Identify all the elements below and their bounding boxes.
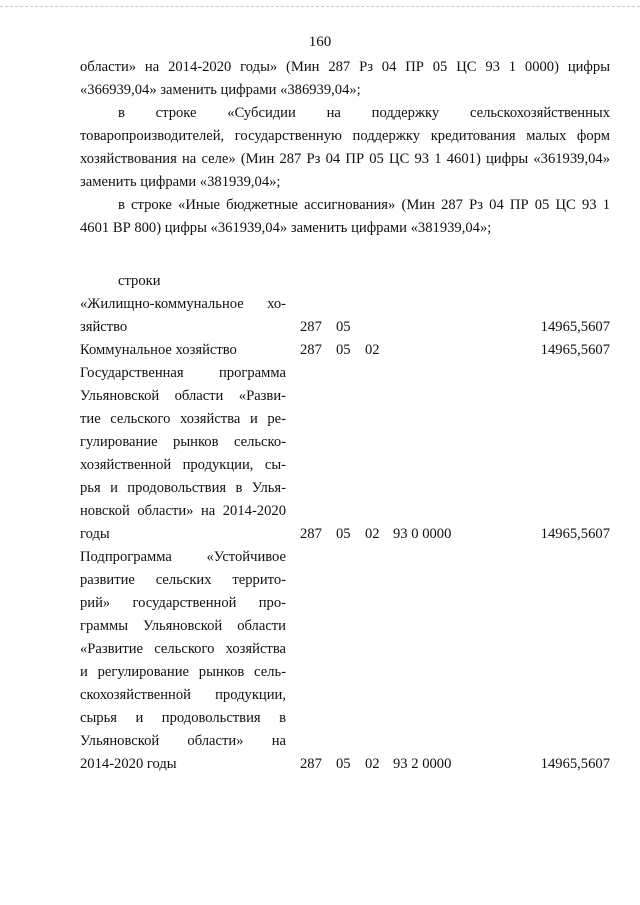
row-name-line: «Развитие сельского хозяйства: [80, 641, 286, 657]
row-name-line: сырья и продовольствия в: [80, 710, 286, 726]
code-section: 05: [336, 319, 351, 335]
row-codes: [300, 316, 473, 339]
paragraph-1: области» на 2014-2020 годы» (Мин 287 Рз 04 ПР 05 ЦС 93 1 0000) цифры «366939,04» заменить цифрами «386939,04»;: [80, 59, 610, 98]
row-name-line: скохозяйственной продукции,: [80, 687, 286, 703]
table-row: [80, 339, 610, 362]
budget-table: [80, 293, 610, 776]
table-row: [80, 362, 610, 546]
code-ministry: 287: [300, 342, 322, 358]
row-name-line: гулирование рынков сельско-: [80, 434, 286, 450]
row-name-line: Ульяновской области» на: [80, 733, 286, 749]
row-codes: [300, 753, 473, 776]
code-ministry: 287: [300, 319, 322, 335]
row-codes: [300, 339, 473, 362]
row-codes: [300, 523, 473, 546]
row-name-line: зяйство: [80, 319, 128, 335]
paragraph-3: в строке «Иные бюджетные ассигнования» (Мин 287 Рз 04 ПР 05 ЦС 93 1 4601 ВР 800) цифры «361939,04» заменить цифрами «381939,04»;: [80, 197, 610, 236]
scan-edge-artifact: [0, 6, 640, 8]
row-name-line: рий» государственной про-: [80, 595, 286, 611]
row-name-line: тие сельского хозяйства и ре-: [80, 411, 286, 427]
row-name-line: годы: [80, 526, 110, 542]
amendment-text: [80, 56, 610, 240]
row-name-line: развитие сельских террито-: [80, 572, 286, 588]
row-name-line: и регулирование рынков сель-: [80, 664, 286, 680]
table-row: [80, 293, 610, 339]
row-amount: 14965,5607: [540, 526, 610, 542]
code-section: 05: [336, 342, 351, 358]
row-name-line: хозяйственной продукции, сы-: [80, 457, 286, 473]
code-target-article: 93 0 0000: [393, 526, 452, 542]
row-amount: 14965,5607: [540, 342, 610, 358]
code-ministry: 287: [300, 756, 322, 772]
row-name-line: Коммунальное хозяйство: [80, 342, 237, 358]
row-name: [80, 546, 286, 776]
paragraph-2: в строке «Субсидии на поддержку сельскохозяйственных товаропроизводителей, государственную поддержку кредитования малых форм хозяйствования на селе» (Мин 287 Рз 04 ПР 05 ЦС 93 1 4601) цифры «361939,04» заменить цифрами «381939,04»;: [80, 105, 610, 190]
code-section: 05: [336, 756, 351, 772]
code-subsection: 02: [365, 756, 380, 772]
code-target-article: 93 2 0000: [393, 756, 452, 772]
row-name: [80, 293, 286, 339]
page-number: 160: [308, 34, 332, 50]
table-row: [80, 546, 610, 776]
row-name-line: «Жилищно-коммунальное хо-: [80, 296, 286, 312]
row-amount: 14965,5607: [540, 756, 610, 772]
row-name-line: Ульяновской области «Разви-: [80, 388, 286, 404]
row-amount: 14965,5607: [540, 319, 610, 335]
row-name-line: граммы Ульяновской области: [80, 618, 286, 634]
code-subsection: 02: [365, 526, 380, 542]
code-section: 05: [336, 526, 351, 542]
row-name: [80, 339, 286, 362]
row-name-line: Подпрограмма «Устойчивое: [80, 549, 286, 565]
row-name: [80, 362, 286, 546]
row-name-line: 2014-2020 годы: [80, 756, 177, 772]
code-ministry: 287: [300, 526, 322, 542]
row-name-line: рья и продовольствия в Улья-: [80, 480, 286, 496]
row-name-line: Государственная программа: [80, 365, 286, 381]
code-subsection: 02: [365, 342, 380, 358]
strokes-label: строки: [118, 273, 161, 289]
row-name-line: новской области» на 2014-2020: [80, 503, 286, 519]
